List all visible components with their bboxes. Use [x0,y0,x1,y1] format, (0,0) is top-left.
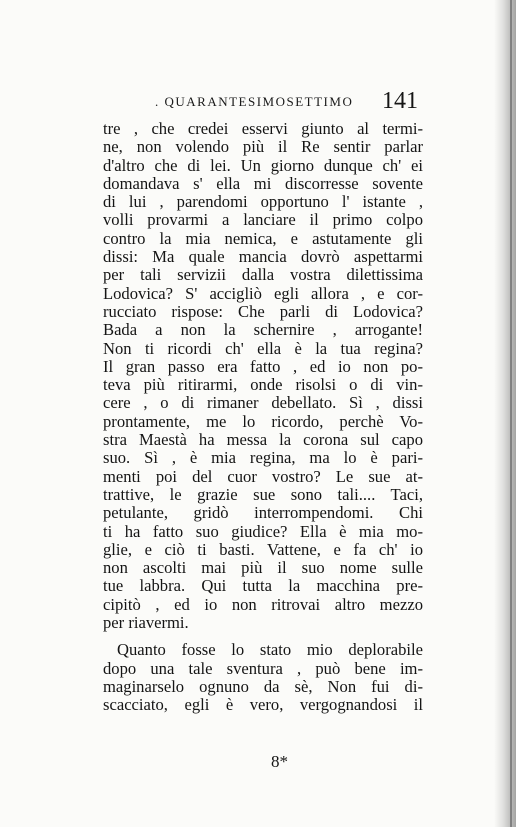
text-line: per tali servizii dalla vostra dilettissima [103,265,423,285]
text-line: scacciato, egli è vero, vergognandosi il [103,695,423,715]
text-line: maginarselo ognuno da sè, Non fui di- [103,676,423,696]
text-line: dopo una tale sventura , può bene im- [103,658,423,678]
text-line: cipitò , ed io non ritrovai altro mezzo [103,594,423,614]
text-line: dissi: Ma quale mancia dovrò aspettarmi [103,247,423,267]
text-line: volli provarmi a lanciare il primo colpo [103,210,423,230]
text-line: non ascolti mai più il suo nome sulle [103,558,423,578]
text-line: di lui , parendomi opportuno l' istante , [103,192,423,212]
text-line: suo. Sì , è mia regina, ma lo è pari- [103,448,423,468]
running-head: . QUARANTESIMOSETTIMO [155,94,354,109]
body-text [103,120,423,715]
text-line: petulante, gridò interrompendomi. Chi [103,503,423,523]
text-line: cere , o di rimaner debellato. Sì , dissi [103,393,423,413]
text-line: Il gran passo era fatto , ed io non po- [103,356,423,376]
text-line: Non ti ricordi ch' ella è la tua regina? [103,338,423,358]
text-line: teva più ritirarmi, onde risolsi o di vin- [103,375,423,395]
text-line: per riavermi. [103,613,189,633]
signature-mark: 8* [271,752,288,771]
text-line: domandava s' ella mi discorresse sovente [103,173,423,193]
text-line: contro la mia nemica, e astutamente gli [103,228,423,248]
page-number: 141 [382,88,418,114]
paragraph-1 [103,120,423,632]
text-line: trattive, le grazie sue sono tali.... Taci, [103,484,423,504]
text-line: Bada a non la schernire , arrogante! [103,320,423,340]
text-line: rucciato rispose: Che parli di Lodovica? [103,301,423,321]
text-line: tre , che credei esservi giunto al termi- [103,119,423,138]
page-header [155,88,435,118]
text-line: Quanto fosse lo stato mio deplorabile [117,640,423,660]
text-line: stra Maestà ha messa la corona sul capo [103,430,423,450]
text-line: ne, non volendo più il Re sentir parlar [103,137,423,157]
page-gutter-shadow [494,0,516,827]
text-line: prontamente, me lo ricordo, perchè Vo- [103,411,423,431]
paragraph-2 [103,641,423,714]
text-line: ti ha fatto suo giudice? Ella è mia mo- [103,521,423,541]
text-line: menti poi del cuor vostro? Le sue at- [103,466,423,486]
text-line: Lodovica? S' accigliò egli allora , e cor- [103,283,423,303]
text-line: d'altro che di lei. Un giorno dunque ch' ei [103,155,423,175]
text-line: glie, e ciò ti basti. Vattene, e fa ch' io [103,539,423,559]
text-line: tue labbra. Qui tutta la macchina pre- [103,576,423,596]
page-edge [510,0,512,827]
